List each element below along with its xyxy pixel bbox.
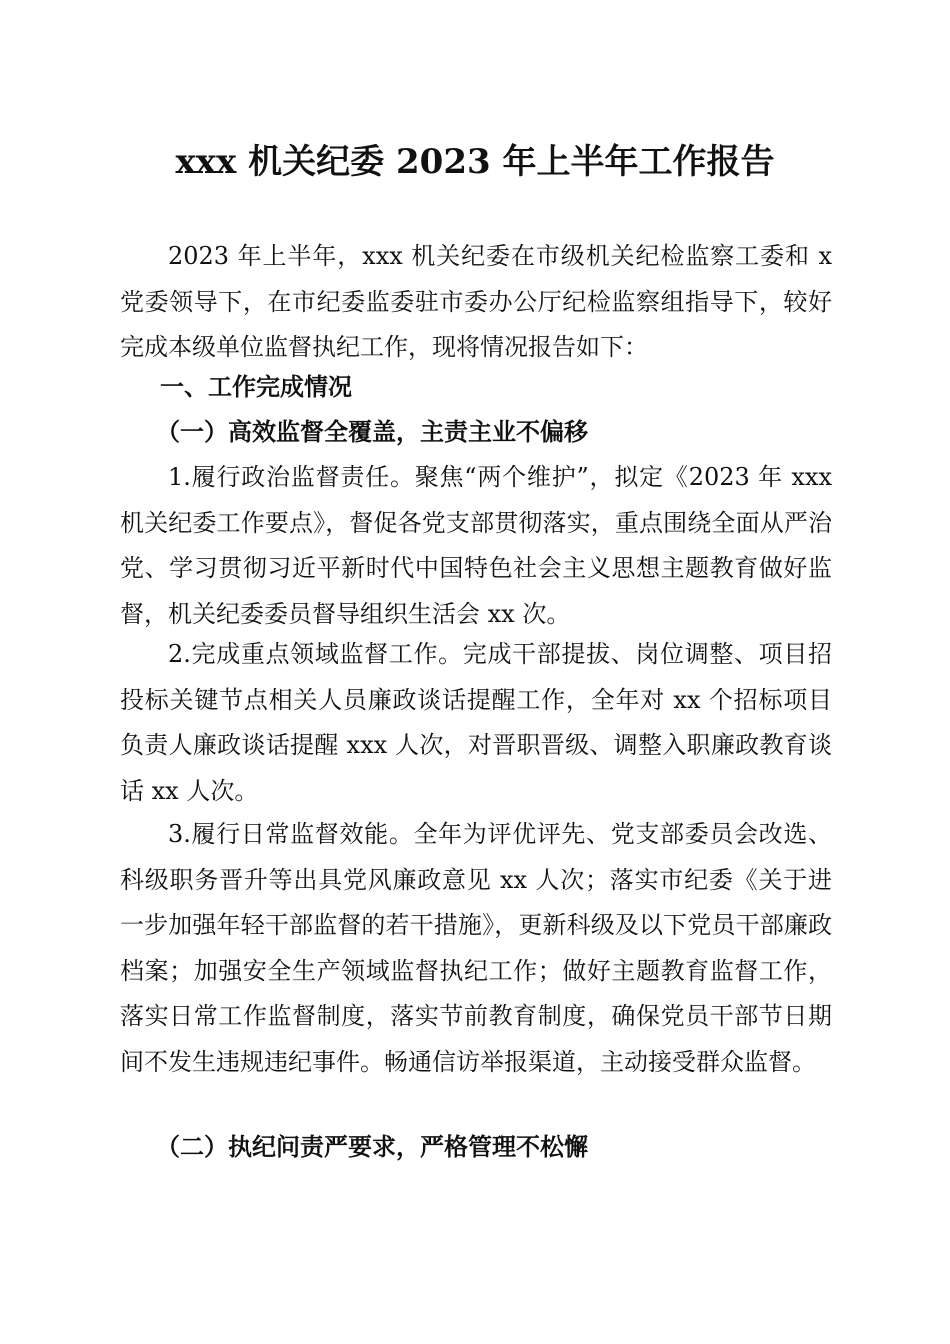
item-3-block xyxy=(120,812,832,1085)
subsection-heading: （二）执纪问责严要求，严格管理不松懈 xyxy=(156,1132,588,1161)
section-1 xyxy=(120,365,832,411)
document-title: xxx 机关纪委 2023 年上半年工作报告 xyxy=(175,142,775,182)
subsection-2 xyxy=(120,1124,832,1170)
item-1-block xyxy=(120,455,832,637)
item-2-paragraph: 2.完成重点领域监督工作。完成干部提拔、岗位调整、项目招投标关键节点相关人员廉政谈话提醒工作，全年对 xx 个招标项目负责人廉政谈话提醒 xxx 人次，对晋职晋级、调整入职廉政教育谈话 xx 人次。 xyxy=(120,640,832,805)
item-1-paragraph: 1.履行政治监督责任。聚焦“两个维护”，拟定《2023 年 xxx 机关纪委工作要点》，督促各党支部贯彻落实，重点围绕全面从严治党、学习贯彻习近平新时代中国特色社会主义思想主题教育做好监督，机关纪委委员督导组织生活会 xx 次。 xyxy=(120,463,832,628)
item-3-paragraph: 3.履行日常监督效能。全年为评优评先、党支部委员会改选、科级职务晋升等出具党风廉政意见 xx 人次；落实市纪委《关于进一步加强年轻干部监督的若干措施》，更新科级及以下党员干部廉政档案；加强安全生产领域监督执纪工作；做好主题教育监督工作，落实日常工作监督制度，落实节前教育制度，确保党员干部节日期间不发生违规违纪事件。畅通信访举报渠道，主动接受群众监督。 xyxy=(120,820,832,1076)
item-2-block xyxy=(120,632,832,814)
subsection-heading: （一）高效监督全覆盖，主责主业不偏移 xyxy=(156,417,588,446)
subsection-1 xyxy=(120,409,832,455)
section-heading: 一、工作完成情况 xyxy=(160,373,352,401)
intro-paragraph: 2023 年上半年，xxx 机关纪委在市级机关纪检监察工委和 x 党委领导下，在市纪委监委驻市委办公厅纪检监察组指导下，较好完成本级单位监督执纪工作，现将情况报告如下： xyxy=(120,242,832,361)
document-body xyxy=(120,234,832,371)
